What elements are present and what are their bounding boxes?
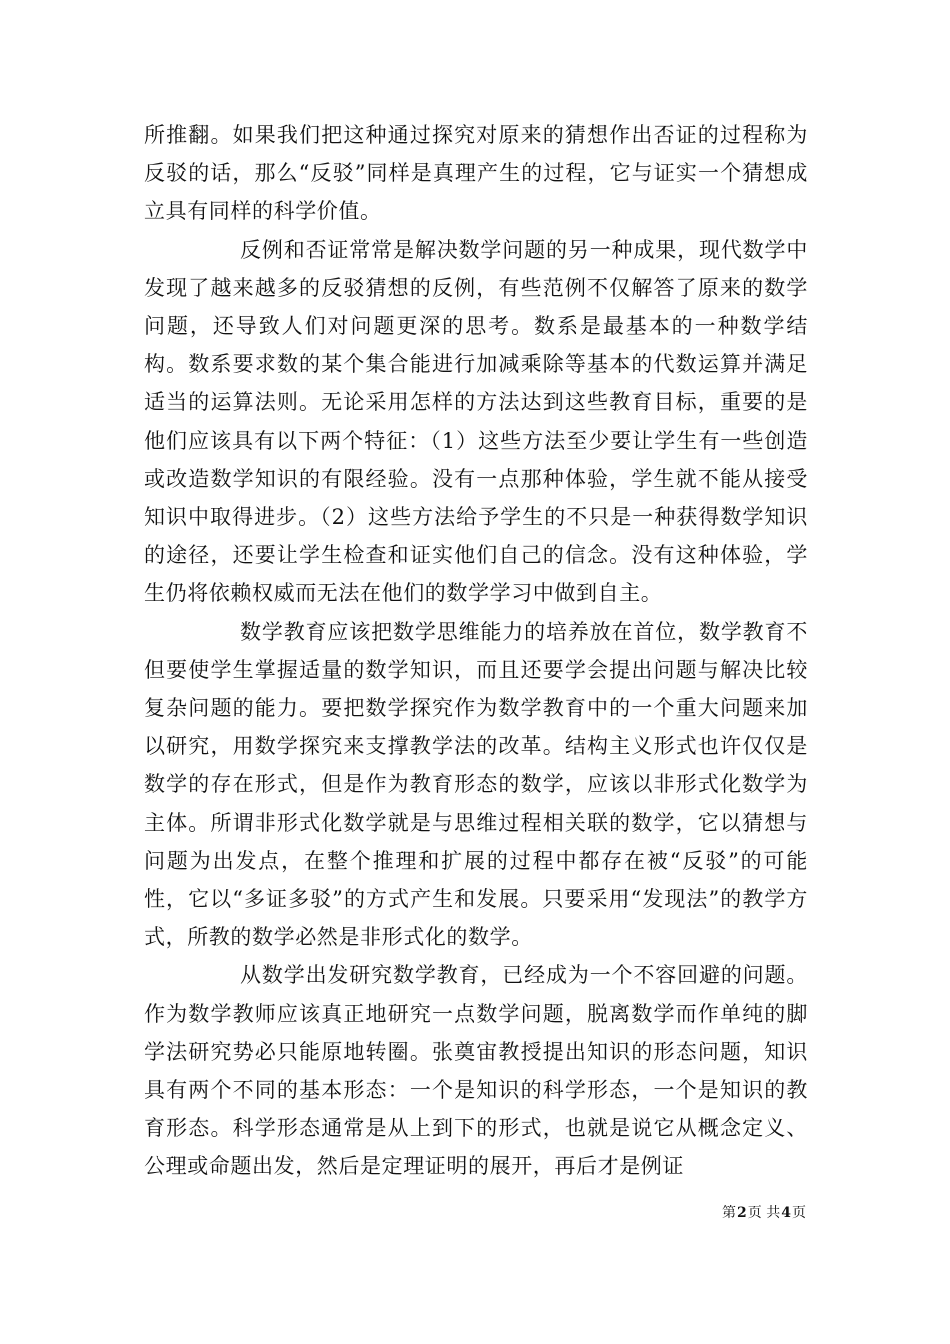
footer-suffix: 页 [792,1205,806,1221]
paragraph-math-thinking: 数学教育应该把数学思维能力的培养放在首位，数学教育不但要使学生掌握适量的数学知识，而且还要学会提出问题与解决比较复杂问题的能力。要把数学探究作为数学教育中的一个重大问题来加以研究，用数学探究来支撑教学法的改革。结构主义形式也许仅仅是数学的存在形式，但是作为教育形态的数学，应该以非形式化数学为主体。所谓非形式化数学就是与思维过程相关联的数学，它以猜想与问题为出发点，在整个推理和扩展的过程中都存在被“反驳”的可能性，它以“多证多驳”的方式产生和发展。只要采用“发现法”的教学方式，所教的数学必然是非形式化的数学。 [144,619,809,950]
footer-prefix: 第 [722,1205,737,1221]
footer-middle: 页 共 [747,1205,781,1221]
page-footer [660,1204,806,1222]
paragraph-knowledge-forms: 从数学出发研究数学教育，已经成为一个不容回避的问题。作为数学教师应该真正地研究一点数学问题，脱离数学而作单纯的脚学法研究势必只能原地转圈。张奠宙教授提出知识的形态问题，知识具有两个不同的基本形态：一个是知识的科学形态，一个是知识的教育形态。科学形态通常是从上到下的形式，也就是说它从概念定义、公理或命题出发，然后是定理证明的展开，再后才是例证 [144,963,808,1179]
body-text [144,116,808,1186]
paragraph-continuation: 所推翻。如果我们把这种通过探究对原来的猜想作出否证的过程称为反驳的话，那么“反驳”同样是真理产生的过程，它与证实一个猜想成立具有同样的科学价值。 [144,123,808,224]
paragraph-counterexample: 反例和否证常常是解决数学问题的另一种成果，现代数学中发现了越来越多的反驳猜想的反例，有些范例不仅解答了原来的数学问题，还导致人们对问题更深的思考。数系是最基本的一种数学结构。数系要求数的某个集合能进行加减乘除等基本的代数运算并满足适当的运算法则。无论采用怎样的方法达到这些教育目标，重要的是他们应该具有以下两个特征：（1）这些方法至少要让学生有一些创造或改造数学知识的有限经验。没有一点那种体验，学生就不能从接受知识中取得进步。（2）这些方法给予学生的不只是一种获得数学知识的途径，还要让学生检查和证实他们自己的信念。没有这种体验，学生仍将依赖权威而无法在他们的数学学习中做到自主。 [144,237,808,606]
total-pages-number: 4 [781,1205,791,1221]
current-page-number: 2 [737,1205,747,1221]
